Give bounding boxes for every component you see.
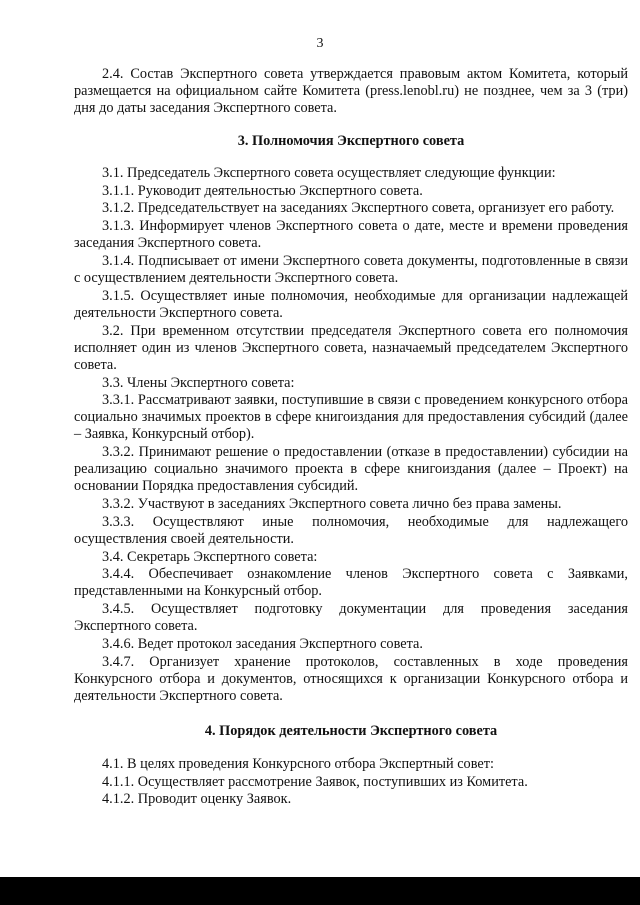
paragraph: 3.3. Члены Экспертного совета: [102, 374, 295, 391]
document-body [74, 66, 628, 808]
paragraph: 3.4.5. Осуществляет подготовку документации для проведения заседания Экспертного совета. [74, 601, 628, 635]
page-number: 3 [316, 36, 324, 51]
paragraph: 3.1.3. Информирует членов Экспертного совета о дате, месте и времени проведения заседания Экспертного совета. [74, 218, 628, 252]
paragraph: 4.1. В целях проведения Конкурсного отбора Экспертный совет: [102, 755, 494, 772]
section-3-title: 3. Полномочия Экспертного совета [237, 132, 465, 149]
paragraph: 3.4.4. Обеспечивает ознакомление членов Экспертного совета с Заявками, представленными на Конкурсный отбор. [74, 566, 628, 600]
paragraph: 3.1. Председатель Экспертного совета осуществляет следующие функции: [102, 164, 556, 181]
section-4-title: 4. Порядок деятельности Экспертного совета [204, 722, 498, 739]
paragraph: 3.4.6. Ведет протокол заседания Экспертного совета. [102, 636, 423, 653]
paragraph: 3.1.4. Подписывает от имени Экспертного совета документы, подготовленные в связи с осуществлением деятельности Экспертного совета. [74, 253, 628, 287]
paragraph: 3.1.5. Осуществляет иные полномочия, необходимые для организации надлежащей деятельности Экспертного совета. [74, 287, 628, 321]
paragraph: 4.1.2. Проводит оценку Заявок. [102, 791, 292, 808]
paragraph-2-4: 2.4. Состав Экспертного совета утверждается правовым актом Комитета, который размещается на официальном сайте Комитета (press.lenobl.ru) не позднее, чем за 3 (три) дня до даты заседания Экспертного совета. [74, 66, 628, 116]
paragraph: 4.1.1. Осуществляет рассмотрение Заявок, поступивших из Комитета. [102, 773, 528, 790]
paragraph: 3.3.1. Рассматривают заявки, поступившие в связи с проведением конкурсного отбора социально значимых проектов в сфере книгоиздания для предоставления субсидий (далее – Заявка, Конкурсный отбор). [74, 392, 628, 443]
paragraph: 3.3.2. Принимают решение о предоставлении (отказе в предоставлении) субсидии на реализацию социально значимого проекта в сфере книгоиздания (далее – Проект) на основании Порядка предоставления субсидий. [74, 444, 628, 494]
scan-bottom-edge [0, 877, 640, 905]
paragraph: 3.3.3. Осуществляют иные полномочия, необходимые для надлежащего осуществления своей деятельности. [74, 513, 628, 547]
paragraph: 3.3.2. Участвуют в заседаниях Экспертного совета лично без права замены. [102, 495, 562, 512]
paragraph: 3.1.2. Председательствует на заседаниях Экспертного совета, организует его работу. [102, 200, 615, 217]
paragraph: 3.1.1. Руководит деятельностью Экспертного совета. [102, 182, 423, 199]
section-3-body [74, 165, 628, 705]
paragraph: 3.4.7. Организует хранение протоколов, составленных в ходе проведения Конкурсного отбора и документов, относящихся к организации Конкурсного отбора и деятельности Экспертного совета. [74, 654, 628, 704]
section-4-body [74, 756, 628, 809]
paragraph: 3.2. При временном отсутствии председателя Экспертного совета его полномочия исполняет один из членов Экспертного совета, назначаемый председателем Экспертного совета. [74, 322, 628, 373]
paragraph: 3.4. Секретарь Экспертного совета: [102, 548, 318, 565]
